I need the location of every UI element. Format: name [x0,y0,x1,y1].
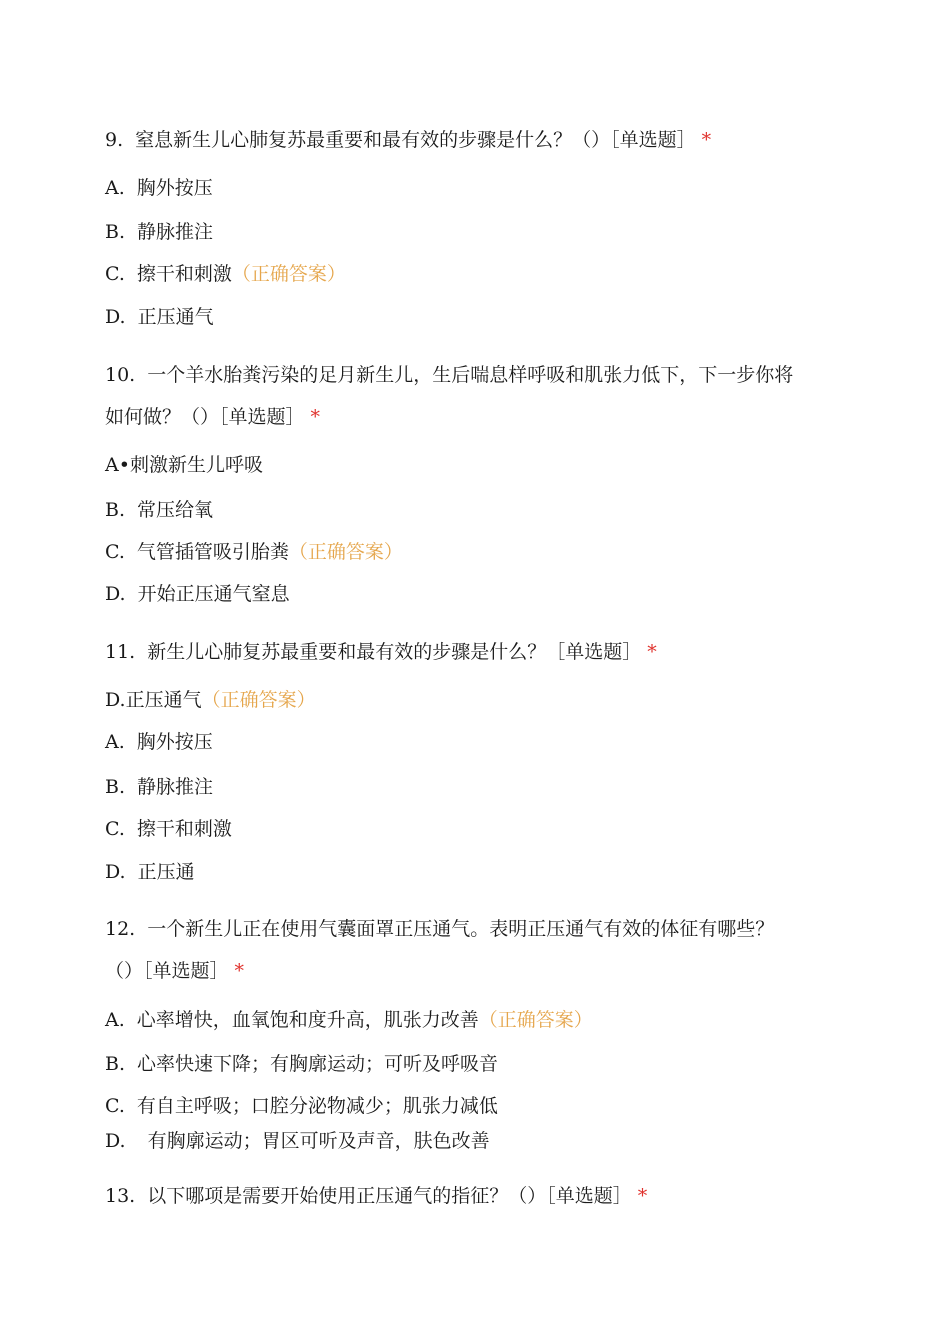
question-9-option-c [105,262,845,286]
required-mark: * [647,641,657,663]
correct-answer-note: （正确答案） [288,541,403,563]
option-prefix: D. [105,306,126,328]
question-13-title [105,1184,845,1208]
option-text: 开始正压通气窒息 [137,583,290,605]
option-prefix: D. [105,689,126,711]
question-text: 一个羊水胎粪污染的足月新生儿，生后喘息样呼吸和肌张力低下，下一步你将 [147,364,794,386]
required-mark: * [310,406,321,428]
option-prefix: B. [105,499,126,521]
option-prefix: A. [105,731,125,753]
question-12-option-a [105,1008,845,1032]
option-prefix: D. [105,1130,126,1152]
correct-answer-note: （正确答案） [231,263,346,285]
option-prefix: C. [105,1095,125,1117]
question-11-option-b [105,775,845,799]
required-mark: * [701,129,712,151]
question-9-option-d [105,305,845,329]
option-text: 胸外按压 [136,731,213,753]
option-text: 擦干和刺激 [136,263,232,285]
option-prefix: D. [105,861,126,883]
question-10-option-c [105,540,845,564]
option-prefix: C. [105,263,125,285]
question-11-option-d [105,860,845,884]
question-9-option-b [105,220,845,244]
option-prefix: B. [105,1053,126,1075]
option-text: 心率增快，血氧饱和度升高，肌张力改善 [136,1009,479,1031]
option-text: 正压通气 [137,306,214,328]
required-mark: * [234,960,245,982]
option-text: 刺激新生儿呼吸 [129,454,263,476]
option-prefix: A• [105,454,130,476]
question-11-option-c [105,817,845,841]
option-text: 胸外按压 [136,177,213,199]
question-12-option-d [105,1129,845,1153]
option-text: 擦干和刺激 [136,818,232,840]
correct-answer-note: （正确答案） [478,1009,593,1031]
question-12-title-line1 [105,917,845,941]
option-prefix: B. [105,776,126,798]
question-10-option-d [105,582,845,606]
option-text: 正压通 [137,861,195,883]
option-prefix: C. [105,818,125,840]
question-10-option-b [105,498,845,522]
option-text: 静脉推注 [137,221,214,243]
option-prefix: B. [105,221,126,243]
question-11-answer-d [105,688,845,712]
question-9-title [105,128,845,152]
question-10-option-a [105,453,845,477]
option-prefix: D. [105,583,126,605]
question-text: 新生儿心肺复苏最重要和最有效的步骤是什么？［单选题］ [147,641,642,663]
question-number: 12. [105,918,136,940]
option-text: 有胸廓运动；胃区可听及声音，肤色改善 [147,1130,490,1152]
question-number: 11. [105,641,136,663]
option-text: 正压通气 [125,689,202,711]
option-prefix: A. [105,1009,125,1031]
question-number: 13. [105,1185,136,1207]
question-number: 10. [105,364,136,386]
correct-answer-note: （正确答案） [201,689,316,711]
question-9-option-a [105,176,845,200]
question-text: （）［单选题］ [105,960,229,982]
question-10-title-line1 [105,363,845,387]
question-12-option-c [105,1094,845,1118]
option-prefix: C. [105,541,125,563]
question-text: 一个新生儿正在使用气囊面罩正压通气。表明正压通气有效的体征有哪些？ [147,918,775,940]
option-text: 气管插管吸引胎粪 [136,541,289,563]
question-12-option-b [105,1052,845,1076]
question-11-title [105,640,845,664]
question-text: 如何做？（）［单选题］ [105,406,305,428]
option-text: 心率快速下降；有胸廓运动；可听及呼吸音 [137,1053,499,1075]
option-text: 有自主呼吸；口腔分泌物减少；肌张力减低 [136,1095,498,1117]
question-12-title-line2 [105,959,845,983]
question-text: 以下哪项是需要开始使用正压通气的指征？（）［单选题］ [147,1185,632,1207]
question-number: 9. [105,129,124,151]
option-text: 静脉推注 [137,776,214,798]
option-prefix: A. [105,177,125,199]
question-10-title-line2 [105,405,845,429]
option-text: 常压给氧 [137,499,214,521]
question-text: 窒息新生儿心肺复苏最重要和最有效的步骤是什么？（）［单选题］ [135,129,696,151]
question-11-option-a [105,730,845,754]
required-mark: * [637,1185,648,1207]
